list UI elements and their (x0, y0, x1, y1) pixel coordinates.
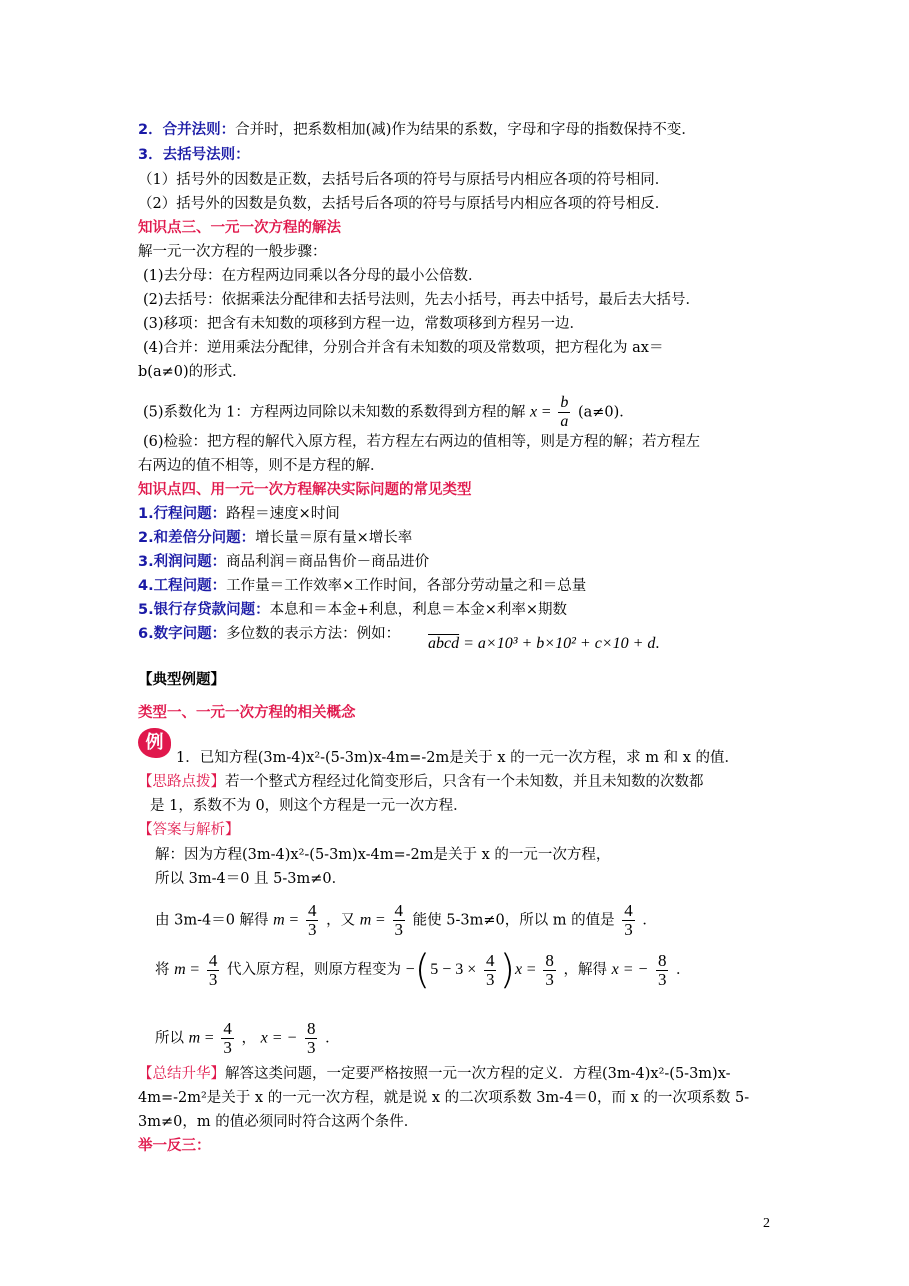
solution-line-5 (155, 1020, 340, 1057)
sol5-frac-1-den: 3 (223, 1038, 232, 1057)
kp4-type-5 (138, 600, 567, 620)
kp3-step-5-x: x (529, 403, 538, 421)
kp3-step-6b: 右两边的值不相等，则不是方程的解． (138, 458, 385, 474)
sol4-text-b: 代入原方程，则原方程变为 (227, 962, 402, 978)
practice-heading: 举一反三： (138, 1138, 211, 1154)
kp4-type-1-head: 1.行程问题： (138, 506, 227, 522)
hint-label: 【思路点拨】 (138, 774, 225, 790)
sol3-text-a: 由 3m-4＝0 解得 (155, 912, 269, 929)
sol3-eq1: = (289, 911, 299, 929)
hint-line-2: 是 1，系数不为 0，则这个方程是一元一次方程． (150, 798, 468, 814)
sol4-frac-2 (484, 952, 497, 989)
kp4-title: 知识点四、用一元一次方程解决实际问题的常见类型 (138, 482, 472, 498)
summary-label: 【总结升华】 (138, 1066, 225, 1082)
kp4-type-6-head: 6.数字问题： (138, 626, 227, 642)
kp3-step-5-eq: = (541, 403, 551, 421)
hint-text-a: 若一个整式方程经过化简变形后，只含有一个未知数，并且未知数的次数都 (225, 774, 704, 790)
kp3-title: 知识点三、一元一次方程的解法 (138, 220, 341, 236)
examples-heading: 【典型例题】 (138, 672, 225, 688)
left-paren: ( (414, 947, 431, 993)
digit-formula-overline: abcd (428, 635, 460, 652)
sol3-frac-1-num: 4 (307, 901, 317, 920)
kp4-type-3-text: 商品利润＝商品售价－商品进价 (226, 554, 430, 570)
hint-line-1 (138, 772, 704, 792)
sol5-text-b: ， (241, 1030, 257, 1047)
kp3-step-4b: b(a≠0)的形式． (138, 364, 247, 380)
kp4-type-4-head: 4.工程问题： (138, 578, 227, 594)
sol3-frac-2 (393, 902, 406, 939)
sol5-frac-1 (221, 1020, 234, 1057)
kp4-type-4-text: 工作量＝工作效率×工作时间，各部分劳动量之和＝总量 (226, 578, 587, 594)
sol4-minus: − (405, 961, 415, 978)
kp3-step-1: (1)去分母：在方程两边同乘以各分母的最小公倍数． (143, 268, 483, 284)
sol5-text-a: 所以 (155, 1030, 184, 1047)
sol5-frac-1-num: 4 (223, 1019, 232, 1038)
answer-label: 【答案与解析】 (138, 822, 240, 838)
kp4-type-2-head: 2.和差倍分问题： (138, 530, 256, 546)
kp4-type-2 (138, 528, 412, 548)
sol5-eq: = (204, 1029, 214, 1047)
type-1-title: 类型一、一元一次方程的相关概念 (138, 705, 356, 721)
sol3-frac-3-den: 3 (624, 920, 633, 939)
kp4-type-1-text: 路程＝速度×时间 (226, 506, 340, 522)
example-1-question: 1．已知方程(3m-4)x²-(5-3m)x-4m=-2m是关于 x 的一元一次方程，求 m 和 x 的值． (176, 750, 740, 766)
sol4-frac-4 (656, 952, 669, 989)
sol4-frac-1 (207, 952, 220, 989)
sol4-x: x (515, 961, 523, 978)
kp3-step-6a: (6)检验：把方程的解代入原方程，若方程左右两边的值相等，则是方程的解；若方程左 (143, 434, 701, 450)
rule-2-heading: 2．合并法则： (138, 122, 236, 138)
sol3-text-d: ． (642, 912, 657, 929)
rule-3-item-1: （1）括号外的因数是正数，去括号后各项的符号与原括号内相应各项的符号相同． (138, 172, 670, 188)
digit-formula (428, 634, 659, 654)
sol5-text-c: ． (325, 1030, 340, 1047)
kp3-step-5-cond: (a≠0)． (577, 404, 634, 421)
kp4-type-6-text: 多位数的表示方法：例如： (226, 626, 401, 642)
kp3-step-5 (143, 394, 634, 431)
right-paren: ) (499, 947, 516, 993)
digit-formula-end: . (655, 635, 660, 652)
sol5-frac-2-num: 8 (306, 1019, 316, 1038)
kp3-step-4a: (4)合并：逆用乘法分配律，分别合并含有未知数的项及常数项，把方程化为 ax＝ (143, 340, 664, 356)
page-number: 2 (763, 1216, 770, 1231)
sol3-m1: m (273, 911, 285, 929)
sol4-m: m (174, 961, 186, 978)
sol5-frac-2-den: 3 (306, 1038, 316, 1057)
sol3-text-c: 能使 5-3m≠0，所以 m 的值是 (412, 912, 615, 929)
sol4-frac-4-den: 3 (657, 969, 667, 989)
sol3-frac-1 (306, 902, 319, 939)
solution-line-2: 所以 3m-4＝0 且 5-3m≠0． (155, 871, 347, 887)
kp3-step-5-text: (5)系数化为 1：方程两边同除以未知数的系数得到方程的解 (143, 404, 526, 421)
sol3-m2: m (359, 911, 372, 929)
sol4-inner: 5 − 3 × (430, 961, 477, 978)
sol3-text-b: ，又 (326, 912, 356, 929)
kp4-type-2-text: 增长量＝原有量×增长率 (255, 530, 413, 546)
kp3-step-2: (2)去括号：依据乘法分配律和去括号法则，先去小括号，再去中括号，最后去大括号． (143, 292, 701, 308)
sol4-eq2: = (526, 961, 536, 978)
kp4-type-5-head: 5.银行存贷款问题： (138, 602, 270, 618)
sol3-frac-3 (622, 902, 635, 939)
sol4-eq: = (190, 961, 200, 978)
digit-formula-rest: = a×10³ + b×10² + c×10 + d (463, 635, 656, 652)
kp3-frac-num: b (560, 394, 569, 411)
sol4-frac-2-num: 4 (485, 950, 495, 970)
summary-text-a: 解答这类问题，一定要严格按照一元一次方程的定义．方程(3m-4)x²-(5-3m)x- (225, 1066, 731, 1082)
rule-3-heading: 3．去括号法则： (138, 147, 250, 163)
sol5-xeq: x = − (260, 1029, 298, 1047)
sol4-frac-3-den: 3 (545, 969, 554, 989)
sol4-frac-3-num: 8 (545, 950, 554, 970)
solution-line-4 (155, 947, 691, 993)
kp4-type-3 (138, 552, 429, 572)
kp3-intro: 解一元一次方程的一般步骤： (138, 244, 327, 260)
rule-2 (138, 120, 696, 140)
kp4-type-4 (138, 576, 586, 596)
sol3-frac-2-num: 4 (394, 901, 403, 920)
kp4-type-3-head: 3.利润问题： (138, 554, 227, 570)
sol3-frac-1-den: 3 (307, 920, 317, 939)
kp3-step-3: (3)移项：把含有未知数的项移到方程一边，常数项移到方程另一边． (143, 316, 585, 332)
sol4-frac-4-num: 8 (657, 950, 667, 970)
kp4-type-6 (138, 624, 400, 644)
kp4-type-1 (138, 504, 340, 524)
summary-line-1 (138, 1064, 731, 1084)
kp3-fraction-b-over-a (558, 394, 570, 431)
sol3-eq2: = (375, 911, 385, 929)
sol4-xeq: x = − (611, 961, 649, 978)
sol5-frac-2 (305, 1020, 318, 1057)
sol4-text-a: 将 (155, 962, 170, 978)
kp4-type-5-text: 本息和＝本金+利息，利息＝本金×利率×期数 (269, 602, 568, 618)
sol4-text-c: ，解得 (563, 962, 608, 978)
sol4-frac-1-den: 3 (208, 969, 218, 989)
sol3-frac-3-num: 4 (624, 901, 633, 920)
solution-line-1: 解：因为方程(3m-4)x²-(5-3m)x-4m=-2m是关于 x 的一元一次方程， (155, 847, 611, 863)
example-badge-icon: 例 (138, 728, 171, 758)
summary-line-2: 4m=-2m²是关于 x 的一元一次方程，就是说 x 的二次项系数 3m-4＝0，而 x 的一次项系数 5- (138, 1090, 750, 1106)
rule-2-text: 合并时，把系数相加(减)作为结果的系数，字母和字母的指数保持不变． (235, 122, 696, 138)
sol4-text-d: ． (676, 962, 691, 978)
rule-3-item-2: （2）括号外的因数是负数，去括号后各项的符号与原括号内相应各项的符号相反． (138, 196, 670, 212)
solution-line-3 (155, 902, 657, 939)
sol5-m: m (188, 1029, 201, 1047)
summary-line-3: 3m≠0，m 的值必须同时符合这两个条件． (138, 1114, 419, 1130)
sol3-frac-2-den: 3 (394, 920, 403, 939)
kp3-frac-den: a (560, 413, 569, 430)
sol4-frac-2-den: 3 (485, 969, 495, 989)
sol4-frac-3 (543, 952, 556, 989)
sol4-frac-1-num: 4 (208, 950, 218, 970)
